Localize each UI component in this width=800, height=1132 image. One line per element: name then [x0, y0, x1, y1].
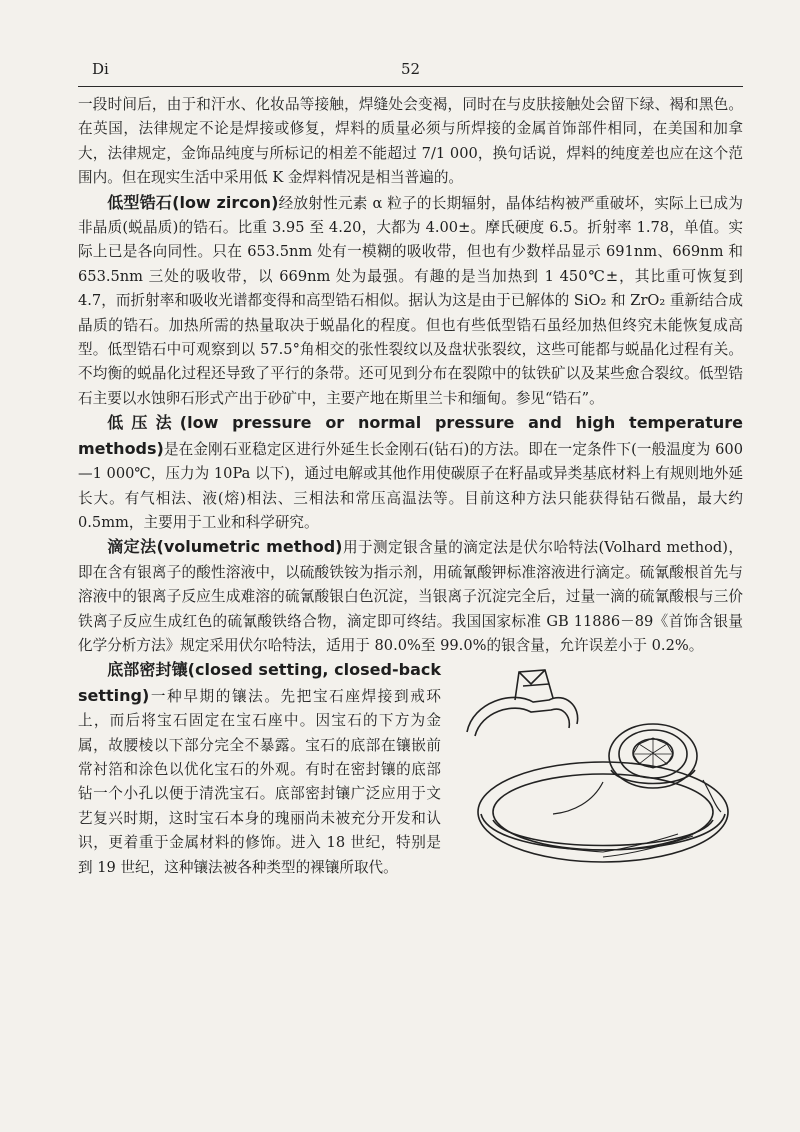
entry-low-zircon	[78, 191, 743, 412]
header-rule	[78, 86, 743, 87]
header-section-letters: Di	[92, 60, 109, 78]
running-head	[78, 60, 743, 82]
entry-low-pressure-method	[78, 411, 743, 535]
entry-term: 底部密封镶(closed setting, closed-back setting)	[78, 660, 441, 705]
entry-text: 用于测定银含量的滴定法是伏尔哈特法(Volhard method)，即在含有银离子的酸性溶液中，以硫酸铁铵为指示剂，用硫氰酸钾标准溶液进行滴定。硫氰酸根首先与溶液中的银离子反应生成难溶的硫氰酸银白色沉淀，当银离子沉淀完全后，过量一滴的硫氰酸根与三价铁离子反应生成红色的硫氰酸铁络合物，滴定即可终结。我国国家标准 GB 11886－89《首饰含银量化学分析方法》规定采用伏尔哈特法，适用于 80.0%至 99.0%的银含量，允许误差小于 0.2%。	[78, 539, 743, 654]
entry-term: 滴定法(volumetric method)	[107, 537, 343, 557]
ring-illustration	[453, 662, 743, 882]
entry-term: 低压法(low pressure or normal pressure and high temperature methods)	[78, 413, 743, 458]
entry-text: 是在金刚石亚稳定区进行外延生长金刚石(钻石)的方法。即在一定条件下(一般温度为 600—1 000℃，压力为 10Pa 以下)，通过电解或其他作用使碳原子在籽晶或异类基底材料上有规则地外延长大。有气相法、液(熔)相法、三相法和常压高温法等。目前这种方法只能获得钻石微晶，最大约 0.5mm，主要用于工业和科学研究。	[78, 440, 743, 531]
entry-text: 经放射性元素 α 粒子的长期辐射，晶体结构被严重破坏，实际上已成为非晶质(蜕晶质)的锆石。比重 3.95 至 4.20，大都为 4.00±。摩氏硬度 6.5。折射率 1.78，单值。实际上已是各向同性。只在 653.5nm 处有一模糊的吸收带，但也有少数样品显示 691nm、669nm 和 653.5nm 三处的吸收带，以 669nm 处为最强。有趣的是当加热到 1 450℃±，其比重可恢复到 4.7，而折射率和吸收光谱都变得和高型锆石相似。据认为这是由于已解体的 SiO₂ 和 ZrO₂ 重新结合成晶质的锆石。加热所需的热量取决于蜕晶化的程度。但也有些低型锆石虽经加热但终究未能恢复成高型。低型锆石中可观察到以 57.5°角相交的张性裂纹以及盘状张裂纹，这些可能都与蜕晶化过程有关。不均衡的蜕晶化过程还导致了平行的条带。还可见到分布在裂隙中的钛铁矿以及某些愈合裂纹。低型锆石主要以水蚀卵石形式产出于砂矿中，主要产地在斯里兰卡和缅甸。参见“锆石”。	[78, 194, 743, 407]
page-body	[78, 93, 743, 886]
entry-volumetric-method	[78, 535, 743, 658]
entry-term: 低型锆石(low zircon)	[107, 192, 279, 212]
closed-setting-ring-drawing	[453, 662, 743, 882]
page-number: 52	[400, 60, 421, 78]
entry-text: 一种早期的镶法。先把宝石座焊接到戒环上，而后将宝石固定在宝石座中。因宝石的下方为金属，故腰棱以下部分完全不暴露。宝石的底部在镶嵌前常衬箔和涂色以优化宝石的外观。有时在密封镶的底部钻一个小孔以便于清洗宝石。底部密封镶广泛应用于文艺复兴时期，这时宝石本身的瑰丽尚未被充分开发和认识，更着重于金属材料的修饰。进入 18 世纪，特别是到 19 世纪，这种镶法被各种类型的裸镶所取代。	[78, 687, 441, 876]
continuation-paragraph: 一段时间后，由于和汗水、化妆品等接触，焊缝处会变褐，同时在与皮肤接触处会留下绿、褐和黑色。在英国，法律规定不论是焊接或修复，焊料的质量必须与所焊接的金属首饰部件相同，在美国和加拿大，法律规定，金饰品纯度与所标记的相差不能超过 7/1 000，换句话说，焊料的纯度差也应在这个范围内。但在现实生活中采用低 K 金焊料情况是相当普遍的。	[78, 96, 743, 187]
